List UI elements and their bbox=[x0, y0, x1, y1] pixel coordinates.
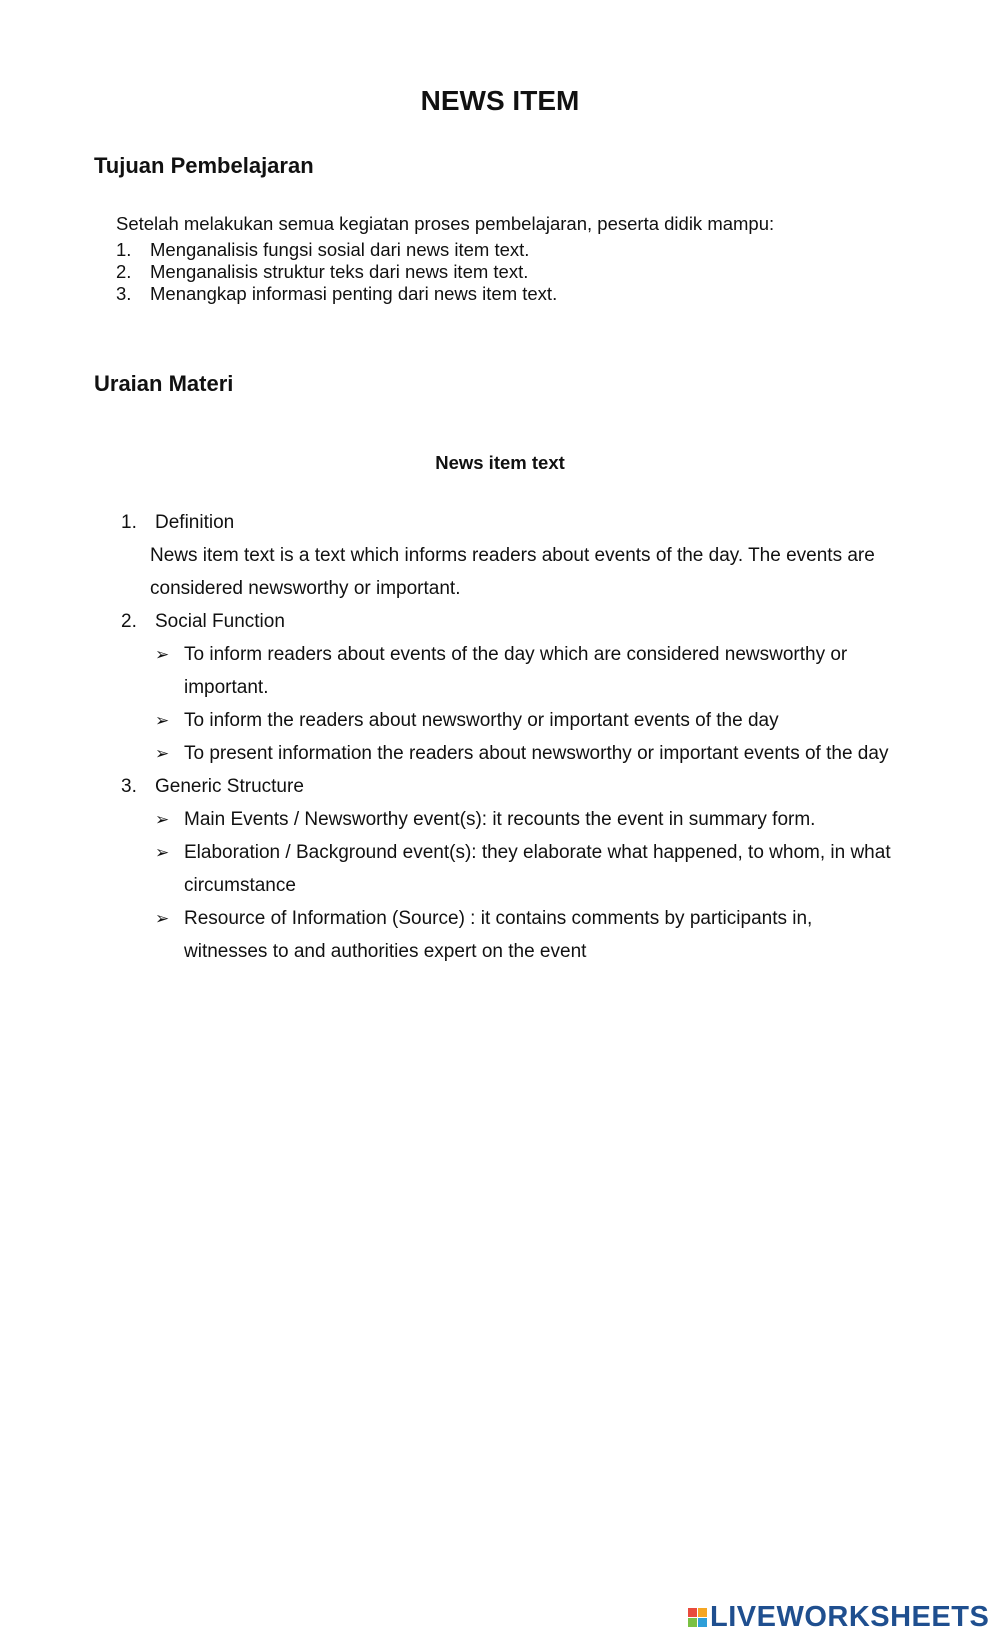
section-title: Definition bbox=[155, 512, 235, 533]
section-number: 1. bbox=[121, 512, 137, 533]
objective-text: Menganalisis struktur teks dari news item text. bbox=[150, 261, 529, 282]
arrow-bullet-icon: ➢ bbox=[155, 711, 170, 730]
definition-line: considered newsworthy or important. bbox=[150, 578, 461, 599]
section-generic-structure-title bbox=[121, 776, 304, 798]
objectives-intro: Setelah melakukan semua kegiatan proses pembelajaran, peserta didik mampu: bbox=[116, 213, 775, 234]
definition-line: News item text is a text which informs readers about events of the day. The events are bbox=[150, 545, 875, 566]
section-number: 3. bbox=[121, 776, 137, 797]
liveworksheets-logo[interactable] bbox=[688, 1600, 989, 1634]
arrow-bullet-icon: ➢ bbox=[155, 645, 170, 664]
arrow-bullet-icon: ➢ bbox=[155, 909, 170, 928]
arrow-bullet-icon: ➢ bbox=[155, 843, 170, 862]
bullet-line: witnesses to and authorities expert on the event bbox=[184, 941, 587, 962]
logo-square bbox=[688, 1618, 697, 1627]
logo-square bbox=[688, 1608, 697, 1617]
bullet-line: Resource of Information (Source) : it contains comments by participants in, bbox=[184, 908, 813, 929]
objective-item bbox=[116, 261, 528, 283]
logo-square bbox=[698, 1608, 707, 1617]
logo-square bbox=[698, 1618, 707, 1627]
objective-number: 3. bbox=[116, 283, 132, 304]
objective-item bbox=[116, 283, 557, 305]
section-title: Social Function bbox=[155, 611, 285, 632]
bullet-line: important. bbox=[184, 677, 269, 698]
bullet-line: circumstance bbox=[184, 875, 296, 896]
objective-item bbox=[116, 239, 529, 261]
page-title: NEWS ITEM bbox=[420, 85, 580, 116]
bullet-line: To inform readers about events of the day which are considered newsworthy or bbox=[184, 644, 848, 665]
objective-number: 1. bbox=[116, 239, 132, 260]
bullet-line: To present information the readers about newsworthy or important events of the day bbox=[184, 743, 889, 764]
section-heading-uraian: Uraian Materi bbox=[94, 371, 234, 396]
bullet-line: Elaboration / Background event(s): they elaborate what happened, to whom, in what bbox=[184, 842, 891, 863]
objective-text: Menangkap informasi penting dari news item text. bbox=[150, 283, 558, 304]
section-number: 2. bbox=[121, 611, 137, 632]
logo-mark-icon bbox=[688, 1608, 707, 1627]
bullet-line: Main Events / Newsworthy event(s): it recounts the event in summary form. bbox=[184, 809, 816, 830]
logo-text: LIVEWORKSHEETS bbox=[710, 1600, 990, 1633]
arrow-bullet-icon: ➢ bbox=[155, 744, 170, 763]
section-title: Generic Structure bbox=[155, 776, 304, 797]
section-heading-tujuan: Tujuan Pembelajaran bbox=[94, 153, 314, 178]
section-definition-title bbox=[121, 512, 234, 534]
subheading-news-item-text: News item text bbox=[435, 452, 565, 473]
arrow-bullet-icon: ➢ bbox=[155, 810, 170, 829]
section-social-function-title bbox=[121, 611, 285, 633]
bullet-line: To inform the readers about newsworthy or important events of the day bbox=[184, 710, 779, 731]
objective-number: 2. bbox=[116, 261, 132, 282]
objective-text: Menganalisis fungsi sosial dari news item text. bbox=[150, 239, 530, 260]
